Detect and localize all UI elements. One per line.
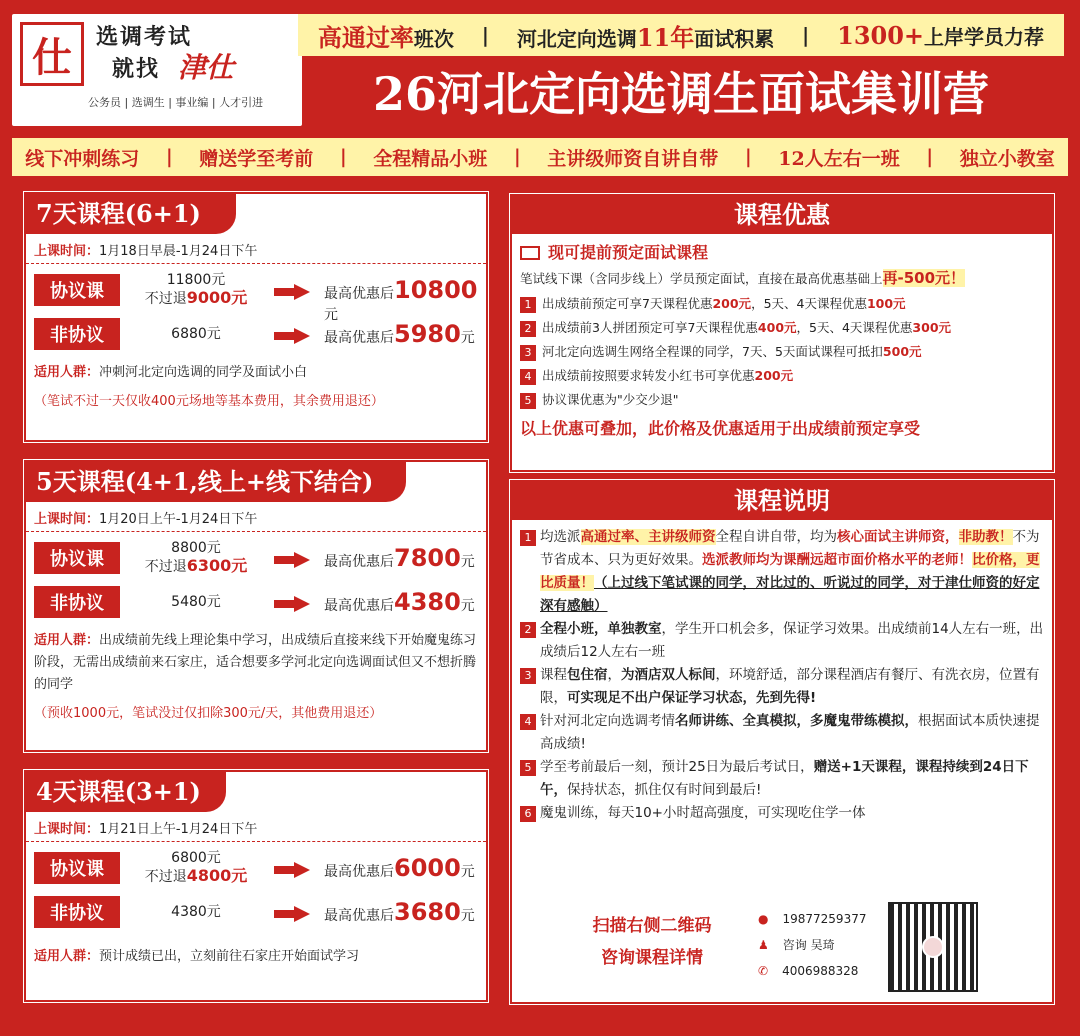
desc-highlight: 高通过率、主讲级师资 xyxy=(580,529,716,545)
course-title: 5天课程(4+1,线上+线下结合) xyxy=(26,462,406,502)
desc-text: ，学生开口机会多，保证学习效果。出成绩前14人左右一班，出成绩后12人左右一班 xyxy=(540,621,1044,660)
best-amount: 4380 xyxy=(394,588,461,616)
arrow-right-icon xyxy=(274,596,310,612)
desc-item-4 xyxy=(512,710,1052,756)
desc-item-1 xyxy=(512,526,1052,618)
desc-highlight: 非助教！ xyxy=(958,529,1013,545)
course-card-4day xyxy=(24,770,488,1002)
feixieyi-tag: 非协议 xyxy=(34,896,120,928)
course-note: （预收1000元，笔试没过仅扣除300元/天，其他费用退还） xyxy=(34,706,383,721)
page-title: 26河北定向选调生面试集训营 xyxy=(372,67,989,121)
item-text: ，5天、4天课程优惠 xyxy=(796,320,913,335)
desc-bold: 包住宿 xyxy=(567,667,608,683)
original-price xyxy=(136,850,256,886)
xieyi-tag: 协议课 xyxy=(34,852,120,884)
desc-text: 学至考前最后一刻，预计25日为最后考试日， xyxy=(540,759,814,775)
item-amount: 100元 xyxy=(866,296,906,311)
person-icon: ♟ xyxy=(758,938,769,952)
best-price xyxy=(324,854,475,882)
item-amount: 500元 xyxy=(882,344,922,359)
best-amount: 5980 xyxy=(394,320,461,348)
orig-price: 5480元 xyxy=(171,594,221,610)
desc-text: ， xyxy=(607,667,621,683)
banner-pass-rate: 高通过率 xyxy=(317,22,414,52)
orig-price: 6880元 xyxy=(171,326,221,342)
course-card-7day xyxy=(24,192,488,442)
description-panel xyxy=(510,480,1054,1004)
desc-text: 针对河北定向选调考情 xyxy=(540,713,675,729)
discount-subtitle xyxy=(512,234,1052,263)
price-row-fei xyxy=(26,892,486,936)
time-value: 1月18日早晨-1月24日下午 xyxy=(99,244,258,259)
desc-bold: 名师讲练、全真模拟，多魔鬼带练模拟， xyxy=(675,713,918,729)
desc-text: 保持状态，抓住仅有时间到最后! xyxy=(567,782,762,798)
best-price xyxy=(324,898,475,926)
best-price xyxy=(324,588,475,616)
best-amount: 6000 xyxy=(394,854,461,882)
time-label: 上课时间： xyxy=(34,244,100,259)
discount-item xyxy=(512,388,1052,412)
feature-item: 独立小教室 xyxy=(959,147,1055,170)
logo-brand: 津仕 xyxy=(178,51,235,84)
unit: 元 xyxy=(324,307,338,323)
original-price xyxy=(136,272,256,308)
desc-text: 根据面试本质快速提高成绩! xyxy=(540,713,1040,752)
logo-tags: 公务员 | 选调生 | 事业编 | 人才引进 xyxy=(88,96,264,109)
intro-text: 笔试线下课（含同步线上）学员预定面试，直接在最高优惠基础上 xyxy=(520,271,883,286)
discount-sub-text: 现可提前预定面试课程 xyxy=(548,243,709,262)
feature-bar: 线下冲刺练习 | 赠送学至考前 | 全程精品小班 | 主讲级师资自讲自带 | 12人左右一班 | 独立小教室 xyxy=(12,138,1068,176)
xieyi-tag: 协议课 xyxy=(34,542,120,574)
banner-years: 11年 xyxy=(636,22,695,52)
best-label: 最高优惠后 xyxy=(324,908,394,924)
course-title: 7天课程(6+1) xyxy=(26,194,236,234)
original-price xyxy=(136,540,256,576)
banner-text: 班次 xyxy=(413,26,454,51)
number-badge: 3 xyxy=(520,668,536,684)
course-title: 4天课程(3+1) xyxy=(26,772,226,812)
discount-footer: 以上优惠可叠加，此价格及优惠适用于出成绩前预定享受 xyxy=(520,419,921,438)
number-badge: 4 xyxy=(520,369,536,385)
description-title: 课程说明 xyxy=(512,482,1052,520)
unit: 元 xyxy=(460,864,475,880)
desc-text: ，环境舒适，部分课程酒店有餐厅、有洗衣房，位置有限， xyxy=(540,667,1040,706)
qr-prompt xyxy=(552,910,752,974)
item-amount: 200元 xyxy=(754,368,794,383)
discount-intro xyxy=(512,263,1052,292)
phone-icon: ✆ xyxy=(758,964,769,978)
time-value: 1月21日上午-1月24日下午 xyxy=(99,822,258,837)
discount-item xyxy=(512,364,1052,388)
desc-item-6 xyxy=(512,802,1052,825)
arrow-right-icon xyxy=(274,552,310,568)
discount-item xyxy=(512,340,1052,364)
best-label: 最高优惠后 xyxy=(324,554,394,570)
banner-text: 上岸学员力荐 xyxy=(924,24,1045,49)
xieyi-tag: 协议课 xyxy=(34,274,120,306)
audience-label: 适用人群： xyxy=(34,949,100,964)
audience-text: 冲刺河北定向选调的同学及面试小白 xyxy=(99,365,308,380)
desc-text: 全程自讲自带，均为 xyxy=(715,529,837,545)
price-row-xieyi xyxy=(26,848,486,892)
arrow-right-icon xyxy=(274,284,310,300)
item-amount: 400元 xyxy=(757,320,797,335)
number-badge: 3 xyxy=(520,345,536,361)
audience xyxy=(26,626,486,700)
refund-label: 不过退 xyxy=(144,869,187,885)
orig-price: 8800元 xyxy=(171,540,221,556)
desc-text: 课程 xyxy=(540,667,567,683)
qr-prompt-1: 扫描右侧二维码 xyxy=(592,916,712,936)
price-row-fei xyxy=(26,582,486,626)
discount-item xyxy=(512,292,1052,316)
intro-highlight: 再-500元！ xyxy=(882,269,966,287)
banner-text: 河北定向选调 xyxy=(516,26,637,51)
item-amount: 200元 xyxy=(712,296,752,311)
desc-red: 核心面试主讲师资， xyxy=(837,529,959,545)
course-note: （笔试不过一天仅收400元场地等基本费用，其余费用退还） xyxy=(34,394,384,409)
mail-icon xyxy=(520,246,540,260)
feature-item: 全程精品小班 xyxy=(373,147,488,170)
refund-label: 不过退 xyxy=(144,559,187,575)
qr-prompt-2: 咨询课程详情 xyxy=(601,948,703,968)
desc-bold: 为酒店双人标间 xyxy=(621,667,716,683)
time-label: 上课时间： xyxy=(34,822,100,837)
desc-underline: （上过线下笔试课的同学，对比过的、听说过的同学，对于津仕师资的好定深有感触） xyxy=(540,575,1040,614)
unit: 元 xyxy=(460,598,475,614)
desc-text: 不为节省成本、只为更好效果。 xyxy=(540,529,1040,568)
number-badge: 2 xyxy=(520,321,536,337)
orig-price: 6800元 xyxy=(171,850,221,866)
best-price xyxy=(324,544,475,572)
banner-count: 1300+ xyxy=(837,20,925,50)
discount-item xyxy=(512,316,1052,340)
best-label: 最高优惠后 xyxy=(324,598,394,614)
desc-text: 魔鬼训练，每天10+小时超高强度，可实现吃住学一体 xyxy=(540,805,866,821)
qr-code[interactable] xyxy=(888,902,978,992)
logo-slogan-1: 选调考试 xyxy=(96,24,193,50)
feature-item: 线下冲刺练习 xyxy=(25,147,140,170)
number-badge: 5 xyxy=(520,393,536,409)
item-amount: 300元 xyxy=(912,320,952,335)
arrow-right-icon xyxy=(274,906,310,922)
best-price xyxy=(324,320,475,348)
logo-seal: 仕 xyxy=(20,22,84,86)
item-text: 出成绩前按照要求转发小红书可享优惠 xyxy=(542,368,755,383)
item-text: 出成绩前预定可享7天课程优惠 xyxy=(542,296,713,311)
course-time xyxy=(26,812,486,842)
top-banner: 高通过率班次 | 河北定向选调11年面试积累 | 1300+上岸学员力荐 xyxy=(298,14,1064,56)
number-badge: 2 xyxy=(520,622,536,638)
feixieyi-tag: 非协议 xyxy=(34,586,120,618)
contact-name: 咨询 吴琦 xyxy=(782,938,835,952)
best-amount: 10800 xyxy=(394,276,478,304)
best-amount: 7800 xyxy=(394,544,461,572)
desc-bold: 全程小班，单独教室 xyxy=(540,621,662,637)
audience-label: 适用人群： xyxy=(34,365,100,380)
refund-label: 不过退 xyxy=(144,291,187,307)
desc-item-5 xyxy=(512,756,1052,802)
item-text: ，5天、4天课程优惠 xyxy=(751,296,867,311)
wechat-icon: ● xyxy=(758,912,769,926)
phone-number: 4006988328 xyxy=(782,964,859,978)
number-badge: 1 xyxy=(520,297,536,313)
course-card-5day xyxy=(24,460,488,752)
audience-text: 预计成绩已出，立刻前往石家庄开始面试学习 xyxy=(99,949,360,964)
audience xyxy=(26,358,486,388)
item-text: 河北定向选调生网络全程课的同学，7天、5天面试课程可抵扣 xyxy=(542,344,883,359)
desc-item-3 xyxy=(512,664,1052,710)
number-badge: 6 xyxy=(520,806,536,822)
audience-text: 出成绩前先线上理论集中学习，出成绩后直接来线下开始魔鬼练习阶段，无需出成绩前来石家庄，适合想要多学河北定向选调面试但又不想折腾的同学 xyxy=(34,633,477,692)
price-row-xieyi xyxy=(26,538,486,582)
refund-amount: 6300元 xyxy=(186,556,248,575)
discount-panel xyxy=(510,194,1054,472)
refund-amount: 4800元 xyxy=(186,866,248,885)
arrow-right-icon xyxy=(274,862,310,878)
desc-red: 选派教师均为课酬远超市面价格水平的老师！ xyxy=(702,552,972,568)
arrow-right-icon xyxy=(274,328,310,344)
orig-price: 11800元 xyxy=(166,272,226,288)
discount-title: 课程优惠 xyxy=(512,196,1052,234)
price-row-xieyi xyxy=(26,270,486,323)
price-row-fei xyxy=(26,314,486,358)
best-label: 最高优惠后 xyxy=(324,864,394,880)
desc-bold: 可实现足不出户保证学习状态，先到先得! xyxy=(567,690,817,706)
best-label: 最高优惠后 xyxy=(324,286,394,302)
item-text: 出成绩前3人拼团预定可享7天课程优惠 xyxy=(542,320,758,335)
number-badge: 4 xyxy=(520,714,536,730)
feature-item: 主讲级师资自讲自带 xyxy=(547,147,719,170)
contact-info xyxy=(758,906,866,984)
feixieyi-tag: 非协议 xyxy=(34,318,120,350)
time-value: 1月20日上午-1月24日下午 xyxy=(99,512,258,527)
number-badge: 1 xyxy=(520,530,536,546)
best-amount: 3680 xyxy=(394,898,461,926)
unit: 元 xyxy=(460,330,475,346)
logo-slogan-2: 就找 xyxy=(112,56,161,82)
wechat-id: 19877259377 xyxy=(782,912,867,926)
orig-price: 4380元 xyxy=(171,904,221,920)
desc-bold: 赠送+1天课程，课程持续到24日下午， xyxy=(540,759,1029,798)
audience xyxy=(26,942,486,972)
desc-item-2 xyxy=(512,618,1052,664)
course-time xyxy=(26,234,486,264)
banner-text: 面试积累 xyxy=(694,26,775,51)
item-text: 协议课优惠为"少交少退" xyxy=(542,392,679,407)
feature-item: 赠送学至考前 xyxy=(199,147,314,170)
refund-amount: 9000元 xyxy=(186,288,248,307)
feature-item: 12人左右一班 xyxy=(778,147,900,170)
unit: 元 xyxy=(460,908,475,924)
desc-text: 均选派 xyxy=(540,529,581,545)
best-label: 最高优惠后 xyxy=(324,330,394,346)
time-label: 上课时间： xyxy=(34,512,100,527)
number-badge: 5 xyxy=(520,760,536,776)
audience-label: 适用人群： xyxy=(34,633,100,648)
desc-highlight: 比价格，更比质量！ xyxy=(540,552,1040,591)
course-time xyxy=(26,502,486,532)
unit: 元 xyxy=(460,554,475,570)
